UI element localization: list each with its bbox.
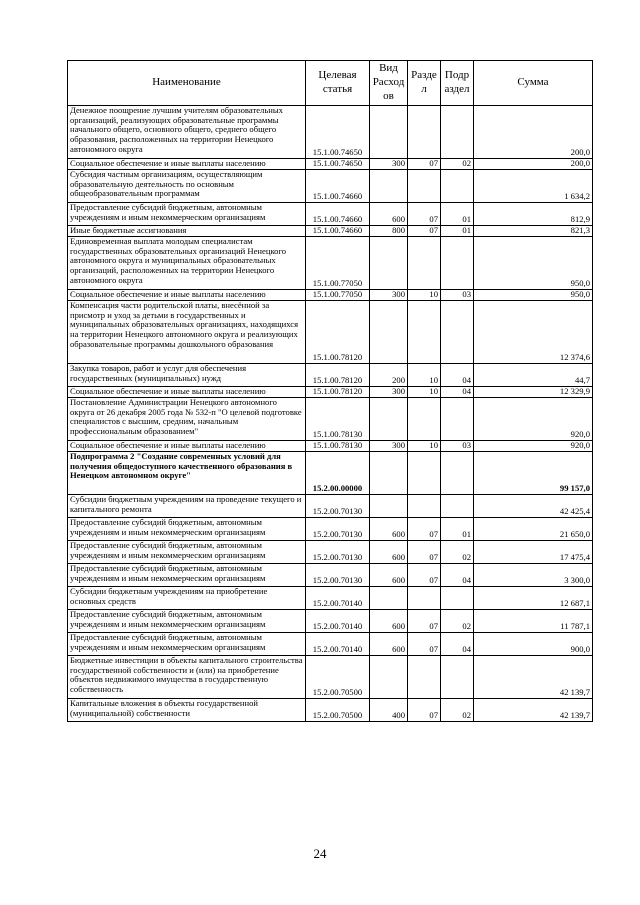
cell-kind: 600 — [370, 203, 408, 226]
cell-section: 10 — [408, 387, 441, 398]
cell-code: 15.1.00.74660 — [306, 226, 370, 237]
cell-subsection: 02 — [441, 699, 474, 722]
cell-sum: 99 157,0 — [474, 452, 593, 495]
cell-kind: 600 — [370, 541, 408, 564]
cell-subsection: 01 — [441, 226, 474, 237]
cell-kind — [370, 301, 408, 364]
cell-kind — [370, 495, 408, 518]
cell-sum: 3 300,0 — [474, 564, 593, 587]
cell-kind: 300 — [370, 159, 408, 170]
cell-section: 07 — [408, 633, 441, 656]
cell-subsection — [441, 398, 474, 441]
header-subsection: Подр аздел — [441, 61, 474, 106]
page-number: 24 — [313, 846, 327, 861]
cell-sum: 200,0 — [474, 106, 593, 159]
cell-subsection: 02 — [441, 610, 474, 633]
cell-code: 15.1.00.77050 — [306, 237, 370, 290]
cell-subsection: 04 — [441, 364, 474, 387]
cell-sum: 44,7 — [474, 364, 593, 387]
table-row — [68, 564, 593, 587]
cell-sum: 812,9 — [474, 203, 593, 226]
cell-kind — [370, 106, 408, 159]
cell-name: Субсидия частным организациям, осуществляющим образовательную деятельность по основным общеобразовательным программам — [68, 170, 306, 203]
cell-section — [408, 170, 441, 203]
cell-code: 15.2.00.70500 — [306, 699, 370, 722]
cell-name: Закупка товаров, работ и услуг для обеспечения государственных (муниципальных) нужд — [68, 364, 306, 387]
cell-kind — [370, 452, 408, 495]
cell-sum: 42 425,4 — [474, 495, 593, 518]
cell-kind: 800 — [370, 226, 408, 237]
cell-kind: 600 — [370, 610, 408, 633]
cell-name: Предоставление субсидий бюджетным, автономным учреждениям и иным некоммерческим организациям — [68, 610, 306, 633]
cell-section: 07 — [408, 203, 441, 226]
header-name: Наименование — [68, 61, 306, 106]
cell-section — [408, 587, 441, 610]
cell-code: 15.1.00.74650 — [306, 159, 370, 170]
cell-code: 15.2.00.70140 — [306, 610, 370, 633]
table-row — [68, 170, 593, 203]
cell-subsection — [441, 106, 474, 159]
table-row — [68, 203, 593, 226]
cell-sum: 920,0 — [474, 398, 593, 441]
cell-section — [408, 398, 441, 441]
cell-subsection: 04 — [441, 564, 474, 587]
cell-kind: 300 — [370, 387, 408, 398]
cell-code: 15.1.00.77050 — [306, 290, 370, 301]
cell-section — [408, 301, 441, 364]
table-row — [68, 364, 593, 387]
cell-name: Единовременная выплата молодым специалистам государственных образовательных организаций Ненецкого автономного округа и муниципальных образовательных организаций, расположенных на территории Ненецкого автономного округа — [68, 237, 306, 290]
table-row — [68, 541, 593, 564]
cell-name: Иные бюджетные ассигнования — [68, 226, 306, 237]
cell-subsection: 04 — [441, 387, 474, 398]
cell-kind: 200 — [370, 364, 408, 387]
table-header-row — [68, 61, 593, 106]
cell-name: Социальное обеспечение и иные выплаты населению — [68, 159, 306, 170]
table-row — [68, 237, 593, 290]
cell-kind: 600 — [370, 564, 408, 587]
cell-code: 15.1.00.74650 — [306, 106, 370, 159]
cell-section: 07 — [408, 610, 441, 633]
cell-sum: 950,0 — [474, 290, 593, 301]
table-row — [68, 159, 593, 170]
cell-name: Капитальные вложения в объекты государственной (муниципальной) собственности — [68, 699, 306, 722]
cell-kind: 600 — [370, 633, 408, 656]
cell-code: 15.2.00.70140 — [306, 633, 370, 656]
header-kind: Вид Расход ов — [370, 61, 408, 106]
cell-kind: 300 — [370, 441, 408, 452]
cell-kind — [370, 237, 408, 290]
cell-subsection — [441, 587, 474, 610]
cell-section: 07 — [408, 541, 441, 564]
cell-subsection: 03 — [441, 441, 474, 452]
cell-subsection — [441, 170, 474, 203]
cell-section — [408, 452, 441, 495]
cell-code: 15.1.00.74660 — [306, 170, 370, 203]
cell-section — [408, 656, 441, 699]
cell-code: 15.2.00.70130 — [306, 518, 370, 541]
table-row — [68, 441, 593, 452]
cell-section: 07 — [408, 564, 441, 587]
cell-name: Предоставление субсидий бюджетным, автономным учреждениям и иным некоммерческим организациям — [68, 541, 306, 564]
cell-section: 07 — [408, 159, 441, 170]
header-code: Целевая статья — [306, 61, 370, 106]
table-row — [68, 633, 593, 656]
cell-code: 15.2.00.70130 — [306, 495, 370, 518]
cell-name: Предоставление субсидий бюджетным, автономным учреждениям и иным некоммерческим организациям — [68, 633, 306, 656]
table-row — [68, 699, 593, 722]
cell-subsection: 02 — [441, 541, 474, 564]
cell-kind: 300 — [370, 290, 408, 301]
cell-name: Социальное обеспечение и иные выплаты населению — [68, 441, 306, 452]
table-row — [68, 518, 593, 541]
table-row — [68, 587, 593, 610]
cell-name: Субсидии бюджетным учреждениям на проведение текущего и капитального ремонта — [68, 495, 306, 518]
cell-sum: 12 374,6 — [474, 301, 593, 364]
cell-name: Бюджетные инвестиции в объекты капитального строительства государственной собственности и (или) на приобретение объектов недвижимого имущества в государственную собственность — [68, 656, 306, 699]
table-row — [68, 610, 593, 633]
cell-code: 15.2.00.70130 — [306, 564, 370, 587]
cell-section: 10 — [408, 290, 441, 301]
table-row — [68, 301, 593, 364]
cell-kind: 400 — [370, 699, 408, 722]
cell-sum: 200,0 — [474, 159, 593, 170]
cell-subsection — [441, 301, 474, 364]
cell-sum: 1 634,2 — [474, 170, 593, 203]
cell-subsection — [441, 237, 474, 290]
cell-kind — [370, 170, 408, 203]
cell-subsection: 03 — [441, 290, 474, 301]
cell-kind — [370, 398, 408, 441]
cell-section: 10 — [408, 441, 441, 452]
cell-sum: 21 650,0 — [474, 518, 593, 541]
cell-code: 15.1.00.78130 — [306, 398, 370, 441]
cell-name: Предоставление субсидий бюджетным, автономным учреждениям и иным некоммерческим организациям — [68, 518, 306, 541]
table-row — [68, 495, 593, 518]
cell-sum: 950,0 — [474, 237, 593, 290]
cell-name: Субсидии бюджетным учреждениям на приобретение основных средств — [68, 587, 306, 610]
cell-code: 15.2.00.70140 — [306, 587, 370, 610]
cell-section — [408, 237, 441, 290]
table-row — [68, 106, 593, 159]
cell-sum: 11 787,1 — [474, 610, 593, 633]
cell-name: Подпрограмма 2 "Создание современных условий для получения общедоступного качественного образования в Ненецком автономном округе" — [68, 452, 306, 495]
table-row — [68, 452, 593, 495]
cell-sum: 42 139,7 — [474, 656, 593, 699]
cell-code: 15.2.00.70130 — [306, 541, 370, 564]
cell-name: Социальное обеспечение и иные выплаты населению — [68, 290, 306, 301]
cell-code: 15.1.00.74660 — [306, 203, 370, 226]
table-row — [68, 226, 593, 237]
cell-subsection: 01 — [441, 518, 474, 541]
cell-section: 07 — [408, 518, 441, 541]
cell-kind — [370, 656, 408, 699]
cell-code: 15.1.00.78120 — [306, 364, 370, 387]
cell-code: 15.1.00.78120 — [306, 387, 370, 398]
table-row — [68, 398, 593, 441]
header-sum: Сумма — [474, 61, 593, 106]
cell-kind: 600 — [370, 518, 408, 541]
cell-sum: 17 475,4 — [474, 541, 593, 564]
budget-table — [67, 60, 593, 722]
cell-name: Предоставление субсидий бюджетным, автономным учреждениям и иным некоммерческим организациям — [68, 564, 306, 587]
table-body — [68, 106, 593, 722]
cell-name: Компенсация части родительской платы, внесённой за присмотр и уход за детьми в государственных и муниципальных образовательных организациях, находящихся на территории Ненецкого автономного округа и реализующих образовательные программы дошкольного образования — [68, 301, 306, 364]
cell-subsection: 01 — [441, 203, 474, 226]
table-row — [68, 656, 593, 699]
cell-code: 15.1.00.78120 — [306, 301, 370, 364]
cell-sum: 42 139,7 — [474, 699, 593, 722]
cell-subsection — [441, 452, 474, 495]
cell-code: 15.1.00.78130 — [306, 441, 370, 452]
cell-sum: 900,0 — [474, 633, 593, 656]
cell-subsection: 04 — [441, 633, 474, 656]
cell-name: Предоставление субсидий бюджетным, автономным учреждениям и иным некоммерческим организациям — [68, 203, 306, 226]
cell-section — [408, 106, 441, 159]
cell-sum: 12 687,1 — [474, 587, 593, 610]
cell-code: 15.2.00.70500 — [306, 656, 370, 699]
cell-subsection — [441, 495, 474, 518]
cell-sum: 920,0 — [474, 441, 593, 452]
cell-name: Денежное поощрение лучшим учителям образовательных организаций, реализующих образовательные программы начального общего, основного общего, среднего общего образования, расположенных на территории Ненецкого автономного округа — [68, 106, 306, 159]
cell-code: 15.2.00.00000 — [306, 452, 370, 495]
cell-kind — [370, 587, 408, 610]
cell-section: 07 — [408, 699, 441, 722]
cell-subsection — [441, 656, 474, 699]
cell-subsection: 02 — [441, 159, 474, 170]
table-row — [68, 387, 593, 398]
cell-section: 10 — [408, 364, 441, 387]
cell-name: Социальное обеспечение и иные выплаты населению — [68, 387, 306, 398]
table-row — [68, 290, 593, 301]
cell-name: Постановление Администрации Ненецкого автономного округа от 26 декабря 2005 года № 532-п "О целевой подготовке специалистов с высшим, средним, начальным профессиональным образованием" — [68, 398, 306, 441]
cell-sum: 821,3 — [474, 226, 593, 237]
header-section: Разде л — [408, 61, 441, 106]
cell-sum: 12 329,9 — [474, 387, 593, 398]
cell-section — [408, 495, 441, 518]
cell-section: 07 — [408, 226, 441, 237]
